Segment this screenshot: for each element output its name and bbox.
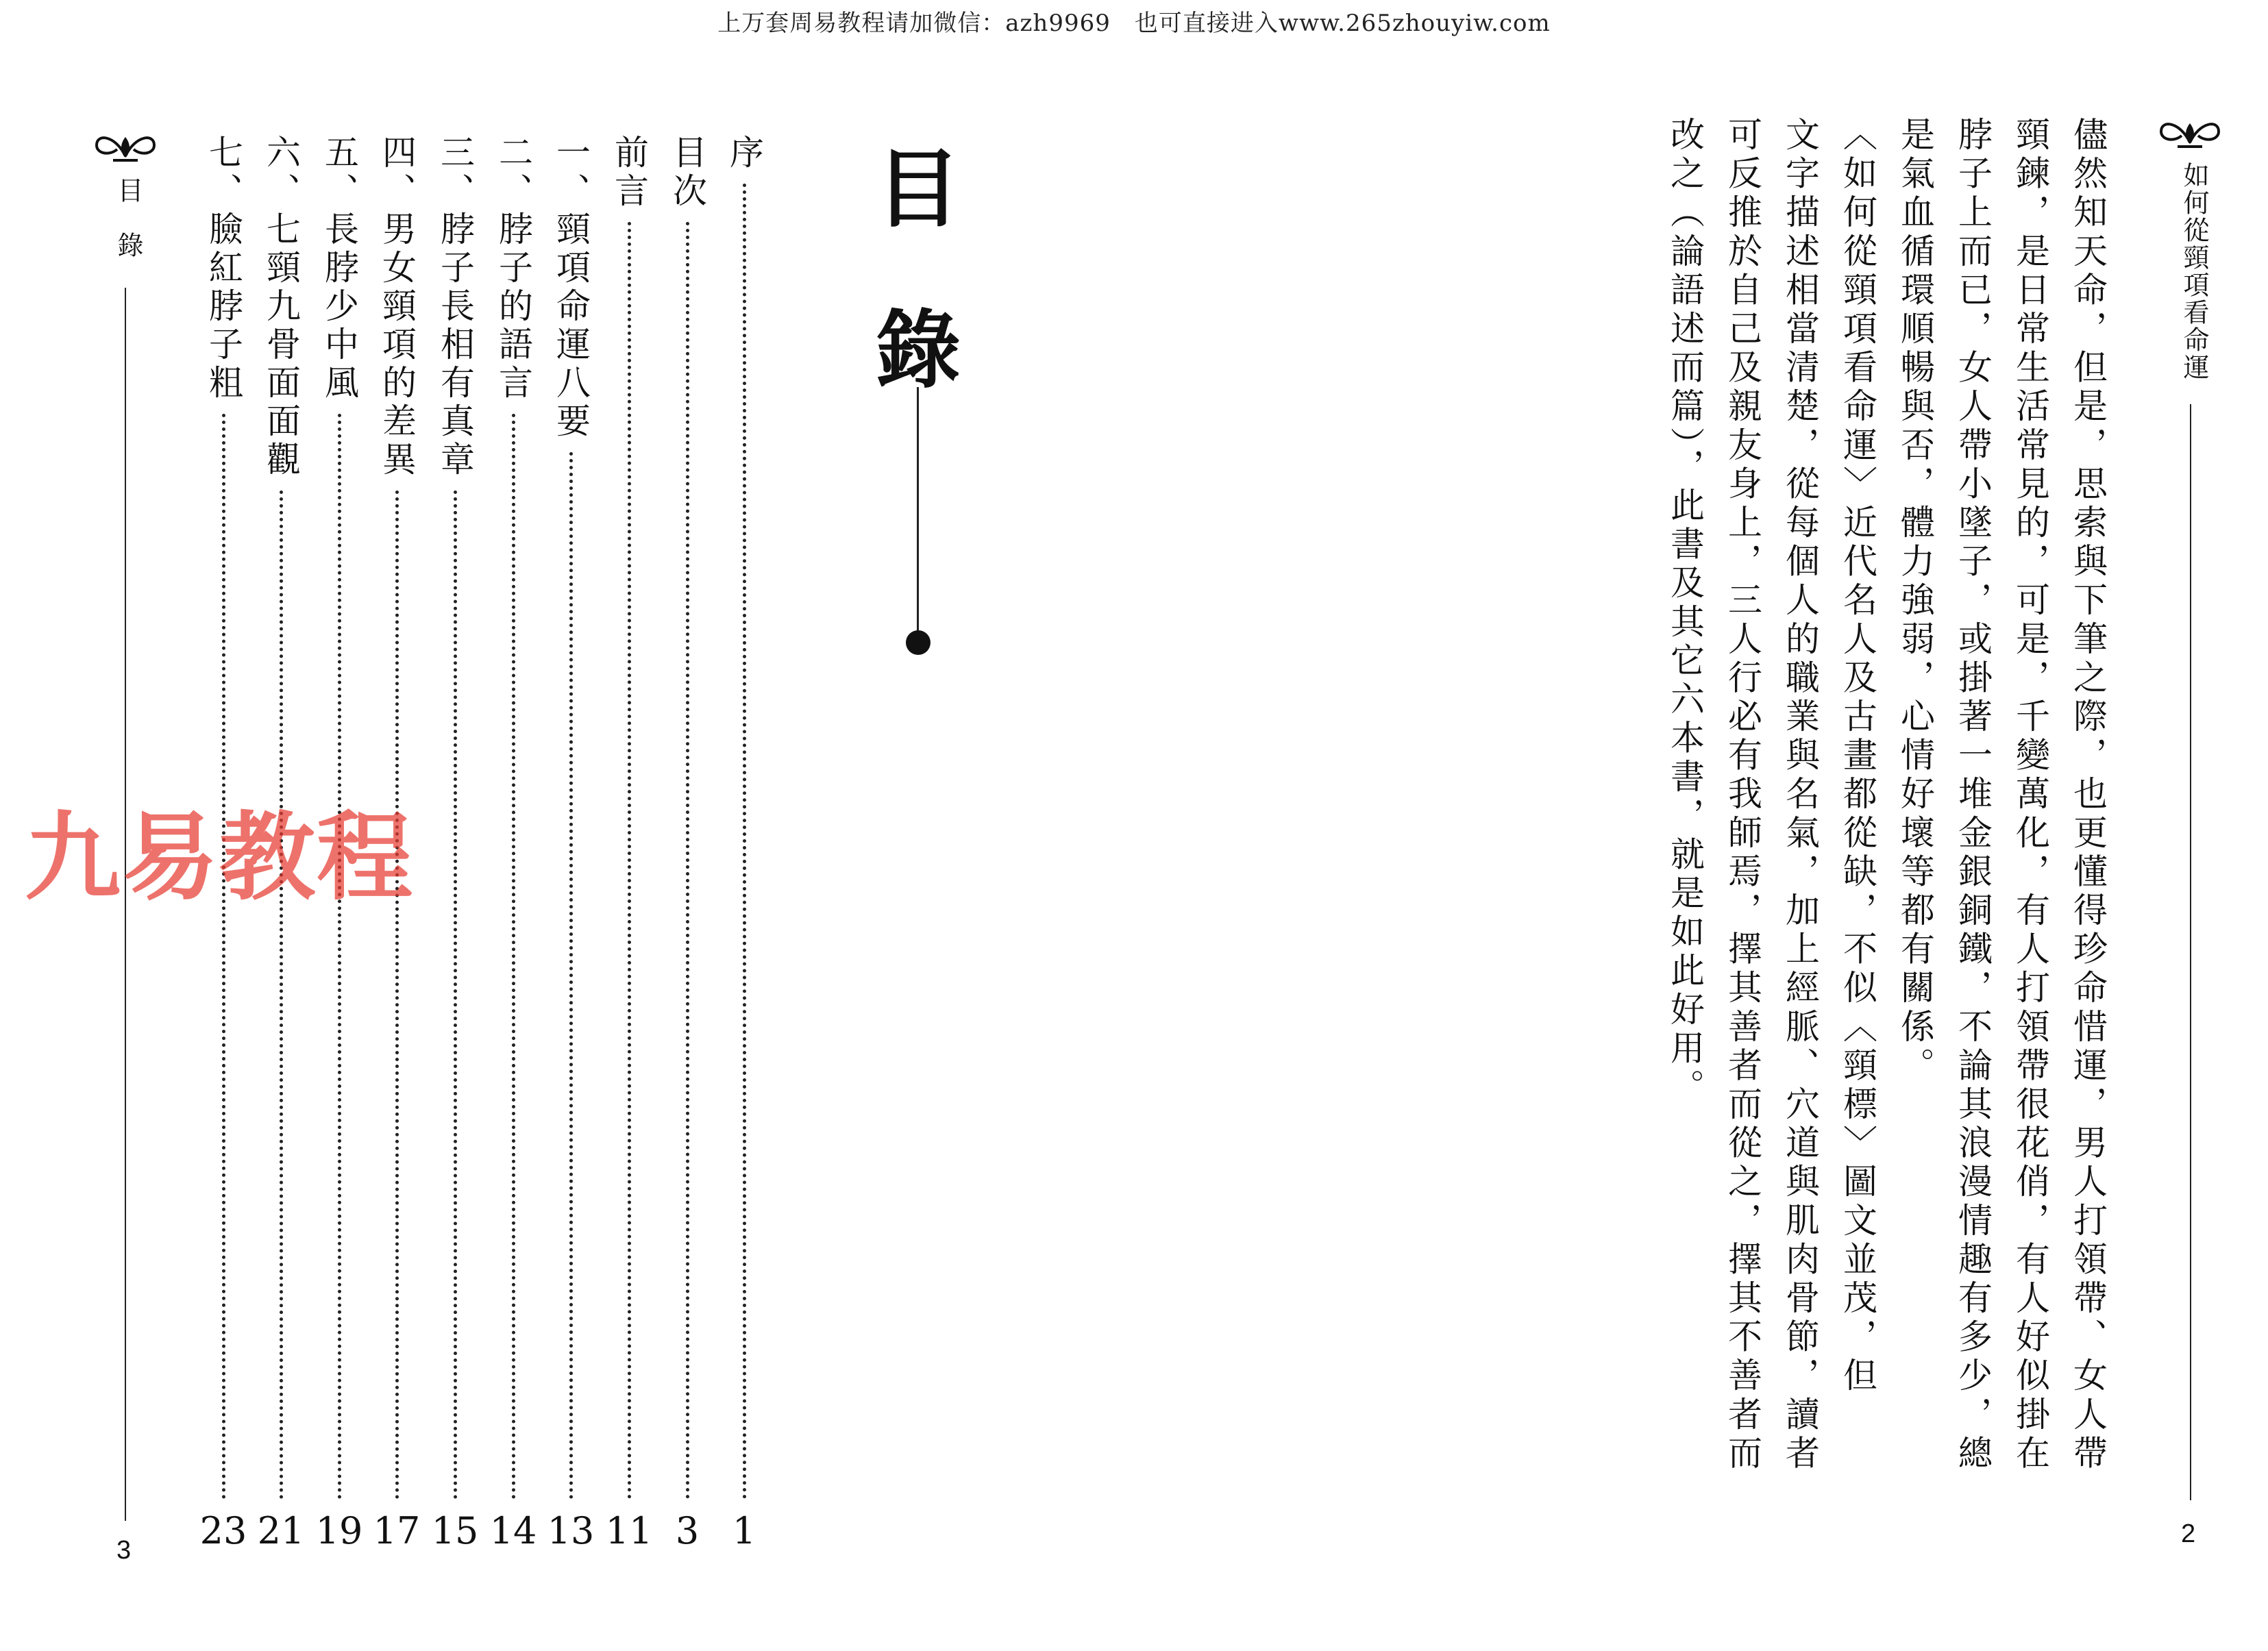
body-column-5: 〈如何從頸項看命運〉近代名人及古畫都從缺，不似〈頸標〉圖文並茂，但 <box>1838 116 1877 1396</box>
body-column-4: 是氣血循環順暢與否，體力強弱，心情好壞等都有關係。 <box>1895 116 1935 1086</box>
toc-entry-page: 14 <box>489 1509 537 1552</box>
dot-leader <box>686 222 689 1500</box>
toc-entry-page: 21 <box>257 1509 305 1552</box>
body-column-1: 儘然知天命，但是，思索與下筆之際，也更懂得珍命惜運，男人打領帶、女人帶 <box>2068 116 2108 1474</box>
watermark: 九易教程 <box>25 802 415 914</box>
toc-entry-label: 一、頸項命運八要 <box>551 134 591 441</box>
toc-entry-page: 23 <box>199 1509 247 1552</box>
toc-entry-page: 13 <box>547 1509 595 1552</box>
toc-entry-page: 17 <box>373 1509 421 1552</box>
body-column-8: 改之（論語述而篇），此書及其它六本書，就是如此好用。 <box>1665 116 1705 1108</box>
toc-entry-page: 15 <box>431 1509 479 1552</box>
right-page-number: 2 <box>2181 1519 2196 1548</box>
ornament-icon <box>2157 115 2223 156</box>
toc-entry-page: 19 <box>315 1509 363 1552</box>
toc-entry-page: 1 <box>732 1509 756 1552</box>
toc-entry-contents[interactable] <box>666 134 708 1552</box>
toc-entry-label: 七、臉紅脖子粗 <box>204 134 243 403</box>
title-rule-dot <box>906 630 930 655</box>
dot-leader <box>395 491 399 1500</box>
toc-entry-label: 五、長脖少中風 <box>319 134 359 403</box>
right-margin-rule <box>2190 404 2191 1500</box>
ornament-icon <box>93 129 158 170</box>
toc-title-char-1: 目 <box>876 140 961 239</box>
dot-leader <box>222 414 225 1500</box>
body-column-2: 頸鍊，是日常生活常見的，可是，千變萬化，有人打領帶很花俏，有人好似掛在 <box>2010 116 2050 1474</box>
toc-entry-label: 二、脖子的語言 <box>493 134 533 403</box>
body-column-6: 文字描述相當清楚，從每個人的職業與名氣，加上經脈、穴道與肌肉骨節，讀者 <box>1780 116 1820 1474</box>
dot-leader <box>743 184 746 1500</box>
toc-entry-foreword[interactable] <box>605 134 653 1552</box>
top-banner: 上万套周易教程请加微信：azh9969 也可直接进入www.265zhouyiw.com <box>717 10 1551 37</box>
toc-title-char-2: 錄 <box>876 301 961 400</box>
body-column-7: 可反推於自己及親友身上，三人行必有我師焉，擇其善者而從之，擇其不善者而 <box>1723 116 1762 1474</box>
dot-leader <box>569 452 573 1500</box>
toc-entry-label: 序 <box>724 134 764 173</box>
toc-entry-label: 三、脖子長相有真章 <box>435 134 475 480</box>
title-rule <box>917 387 919 634</box>
dot-leader <box>512 414 515 1500</box>
dot-leader <box>338 414 341 1500</box>
dot-leader <box>454 491 457 1500</box>
toc-entry-label: 四、男女頸項的差異 <box>377 134 417 480</box>
toc-entry-preface[interactable] <box>723 134 765 1552</box>
body-column-3: 脖子上而已，女人帶小墜子，或掛著一堆金銀銅鐵，不論其浪漫情趣有多少，總 <box>1953 116 1993 1474</box>
left-running-head: 目 錄 <box>113 177 143 259</box>
left-page-number: 3 <box>116 1536 132 1565</box>
toc-entry-label: 六、七頸九骨面面觀 <box>261 134 301 480</box>
toc-entry-label: 前言 <box>609 134 649 211</box>
toc-entry-chapter-3[interactable] <box>431 134 479 1552</box>
toc-entry-chapter-1[interactable] <box>547 134 595 1552</box>
toc-entry-label: 目次 <box>667 134 707 211</box>
toc-entry-page: 3 <box>675 1509 700 1552</box>
toc-entry-chapter-2[interactable] <box>489 134 537 1552</box>
dot-leader <box>628 222 631 1500</box>
toc-entry-page: 11 <box>605 1509 653 1552</box>
right-running-head: 如何從頸項看命運 <box>2179 162 2209 381</box>
dot-leader <box>280 491 283 1500</box>
